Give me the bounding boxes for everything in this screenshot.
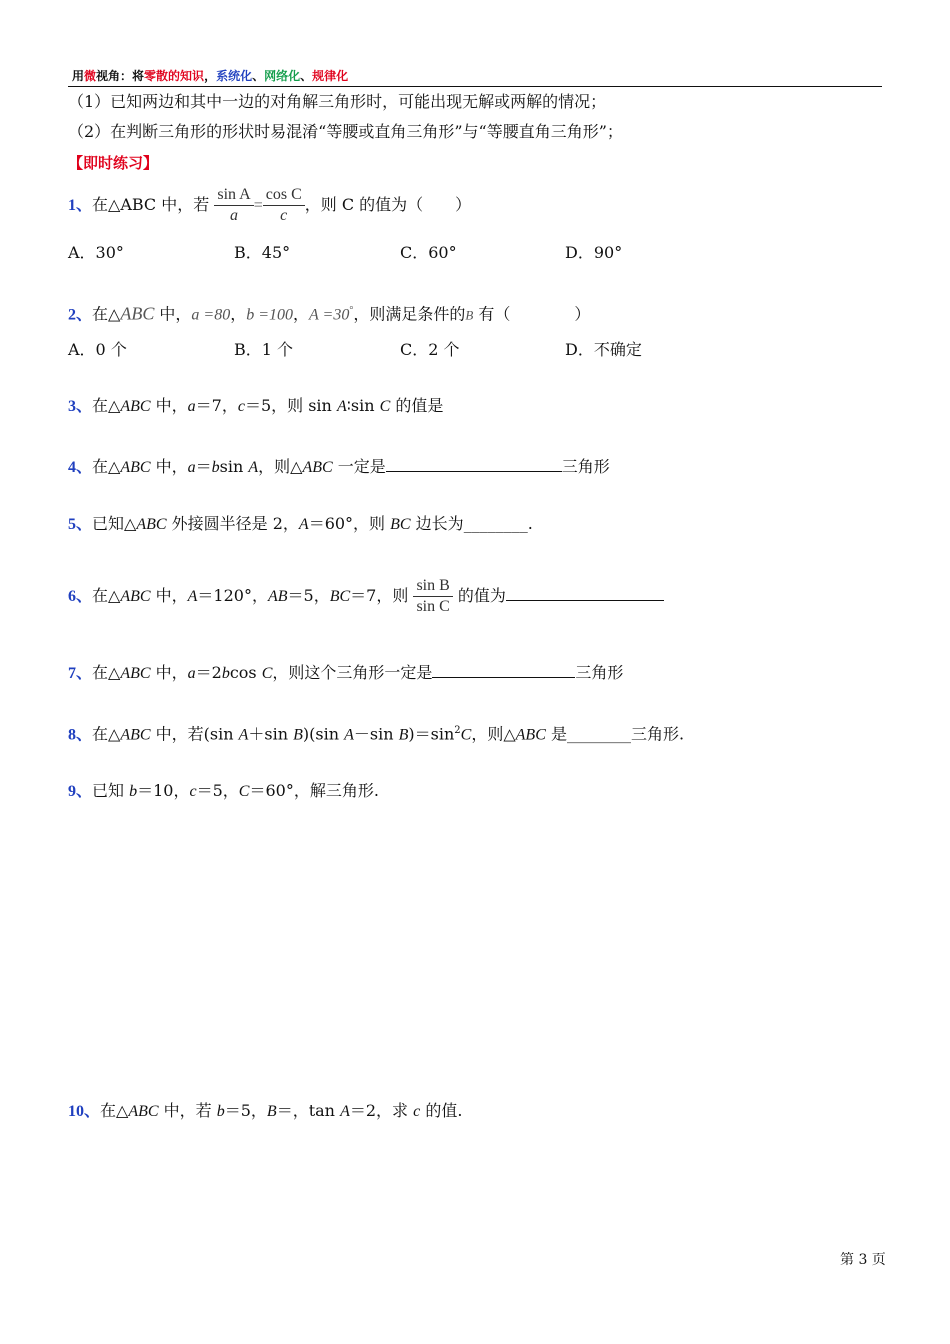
header-text: 零散的知识: [144, 69, 205, 83]
equals-sign: =: [253, 197, 263, 214]
question-7: [68, 661, 623, 684]
fraction-denominator: a: [230, 207, 239, 224]
question-text: 在△: [92, 724, 121, 744]
given-b: b =100: [246, 306, 294, 324]
var: B: [398, 726, 409, 744]
question-text: ＝，tan: [276, 1101, 341, 1120]
question-text: 中，若: [158, 1101, 217, 1120]
var: C: [261, 665, 273, 682]
angle-B: B: [465, 307, 474, 323]
question-text: ＝60°，解三角形.: [249, 781, 379, 800]
var: B: [266, 1103, 277, 1120]
fraction-numerator: sin B: [413, 576, 452, 597]
var: BC: [329, 588, 351, 605]
answer-blank[interactable]: [506, 584, 664, 601]
question-text: ＋sin: [248, 724, 294, 744]
question-text: ＝7，: [195, 396, 238, 415]
note-1: （1）已知两边和其中一边的对角解三角形时，可能出现无解或两解的情况；: [68, 92, 607, 111]
question-text: ＝5，: [196, 781, 239, 800]
var: B: [293, 726, 303, 744]
triangle-name: ABC: [136, 516, 167, 533]
var: c: [413, 1103, 421, 1120]
question-2: [68, 301, 590, 325]
question-text: 中，: [150, 396, 188, 415]
q1-option-b: B．45°: [234, 243, 291, 262]
question-text: 中，: [150, 586, 188, 605]
question-10: [68, 1101, 462, 1122]
superscript: 2: [454, 725, 461, 736]
question-1: [68, 185, 471, 226]
var: A: [187, 588, 198, 605]
question-number: 6、: [68, 588, 93, 605]
question-text: ，则△: [258, 457, 303, 476]
question-text: 外接圆半径是 2，: [166, 514, 299, 533]
question-text: .: [527, 514, 533, 533]
var: b: [129, 783, 138, 800]
question-9: [68, 781, 379, 802]
note-2: （2）在判断三角形的形状时易混淆“等腰或直角三角形”与“等腰直角三角形”；: [68, 122, 623, 141]
question-text: 的值是: [390, 396, 444, 415]
question-6: [68, 576, 664, 617]
triangle-name: ABC: [302, 459, 333, 476]
question-text: 在△: [92, 586, 121, 605]
answer-blank[interactable]: ________: [463, 514, 528, 533]
var: c: [237, 398, 245, 415]
var: AB: [267, 588, 288, 605]
q1-option-c: C．60°: [400, 243, 457, 262]
triangle-name: ABC: [120, 588, 151, 605]
question-3: [68, 396, 443, 417]
header-text: 网络化: [264, 69, 301, 83]
fraction-denominator: c: [280, 207, 288, 224]
var: b: [216, 1103, 225, 1120]
question-text: －sin: [353, 724, 399, 744]
var: a: [187, 398, 196, 415]
page-number: 第 3 页: [840, 1252, 886, 1268]
question-number: 4、: [68, 459, 93, 476]
question-text: ＝7，则: [350, 586, 414, 605]
question-number: 5、: [68, 516, 93, 533]
var: A: [340, 1103, 350, 1120]
question-text: 是: [545, 724, 567, 744]
question-text: ＝10，: [137, 781, 190, 800]
var: a: [187, 665, 196, 682]
triangle-name: ABC: [120, 665, 151, 682]
question-text: )(sin: [302, 724, 345, 744]
header-text: ，: [204, 69, 217, 83]
triangle-name: ABC: [120, 303, 155, 324]
question-number: 10、: [68, 1103, 101, 1120]
question-text: ＝2，求: [349, 1101, 414, 1120]
question-text: 边长为: [410, 514, 464, 533]
answer-blank[interactable]: [386, 455, 562, 472]
question-text: 的值.: [420, 1101, 463, 1120]
header-rule: [68, 86, 882, 87]
var: C: [238, 783, 250, 800]
q1-option-a: A．30°: [68, 243, 124, 262]
question-text: ＝120°，: [197, 586, 268, 605]
fraction-sinB-over-sinC: [413, 576, 452, 617]
question-text: ＝5，则 sin: [244, 396, 337, 415]
answer-blank[interactable]: ________: [566, 724, 631, 744]
header-text: 、: [300, 69, 313, 83]
header-text: 用: [72, 69, 85, 83]
section-title: 【即时练习】: [68, 154, 159, 172]
question-text: 中，: [150, 457, 188, 476]
question-text: 中，: [154, 304, 192, 324]
question-text: 在△: [100, 1101, 129, 1120]
triangle-name: ABC: [515, 726, 546, 744]
question-text: ＝: [195, 457, 212, 476]
question-text: ＝5，: [224, 1101, 267, 1120]
question-text: 在△: [92, 457, 121, 476]
header-text: 微: [84, 69, 97, 83]
question-text: ，则这个三角形一定是: [272, 663, 433, 682]
question-number: 1、: [68, 197, 93, 214]
question-number: 9、: [68, 783, 93, 800]
var: C: [460, 726, 472, 744]
fraction-sinA-over-a: [214, 185, 253, 226]
question-8: [68, 721, 684, 745]
triangle-name: ABC: [120, 398, 151, 415]
q2-option-a: A．0 个: [68, 340, 127, 359]
triangle-name: ABC: [120, 459, 151, 476]
header-text: 规律化: [312, 69, 349, 83]
question-text: ＝2: [195, 663, 222, 682]
q1-option-d: D．90°: [565, 243, 623, 262]
header-slogan: [72, 67, 348, 84]
question-text: ，则△: [471, 724, 516, 744]
var: A: [238, 726, 249, 744]
given-A: A =30: [309, 306, 350, 324]
question-text: 已知: [92, 781, 130, 800]
var: A: [248, 459, 259, 476]
question-text: 在△: [92, 663, 121, 682]
question-text: 中，若(sin: [150, 724, 239, 744]
triangle-name: ABC: [120, 726, 151, 744]
question-4: [68, 455, 610, 478]
question-text: 在△ABC 中，若: [92, 195, 210, 214]
var: b: [211, 459, 220, 476]
question-text: ＝60°，则: [308, 514, 391, 533]
var: BC: [390, 516, 411, 533]
question-text: 三角形.: [630, 724, 685, 744]
question-text: 有（ ）: [473, 304, 591, 324]
question-text: 三角形: [561, 457, 610, 476]
fraction-numerator: cos C: [263, 185, 305, 206]
var: b: [221, 665, 230, 682]
var: c: [189, 783, 197, 800]
question-number: 3、: [68, 398, 93, 415]
question-text: ，: [293, 304, 310, 324]
q2-option-d: D．不确定: [565, 340, 642, 359]
answer-blank[interactable]: [432, 661, 575, 678]
fraction-denominator: sin C: [416, 598, 450, 615]
question-number: 8、: [68, 726, 93, 744]
var: A: [298, 516, 309, 533]
q2-option-b: B．1 个: [234, 340, 294, 359]
header-text: 、: [252, 69, 265, 83]
var: C: [379, 398, 391, 415]
question-text: 的值为: [452, 586, 506, 605]
question-text: 已知△: [92, 514, 137, 533]
question-text: ＝5，: [287, 586, 330, 605]
question-text: 在△: [92, 304, 121, 324]
question-text: )＝sin: [408, 724, 455, 744]
var: A: [336, 398, 347, 415]
question-text: 一定是: [332, 457, 386, 476]
question-text: 三角形: [575, 663, 624, 682]
question-number: 7、: [68, 665, 93, 682]
question-5: [68, 514, 533, 535]
question-text: cos: [229, 663, 262, 682]
header-text: 系统化: [216, 69, 253, 83]
var: A: [344, 726, 354, 744]
question-text: 中，: [150, 663, 188, 682]
question-text: ∶sin: [346, 396, 380, 415]
degree-sign: °: [349, 305, 354, 316]
fraction-numerator: sin A: [214, 185, 253, 206]
question-text: sin: [219, 457, 249, 476]
fraction-cosC-over-c: [263, 185, 305, 226]
question-text: ，则 C 的值为（ ）: [304, 195, 472, 214]
triangle-name: ABC: [128, 1103, 159, 1120]
var: a: [187, 459, 196, 476]
header-text: 视角：将: [96, 69, 145, 83]
q2-option-c: C．2 个: [400, 340, 460, 359]
given-a: a =80: [191, 306, 231, 324]
question-text: ，则满足条件的: [353, 304, 466, 324]
question-text: 在△: [92, 396, 121, 415]
question-number: 2、: [68, 306, 93, 324]
question-text: ，: [230, 304, 247, 324]
